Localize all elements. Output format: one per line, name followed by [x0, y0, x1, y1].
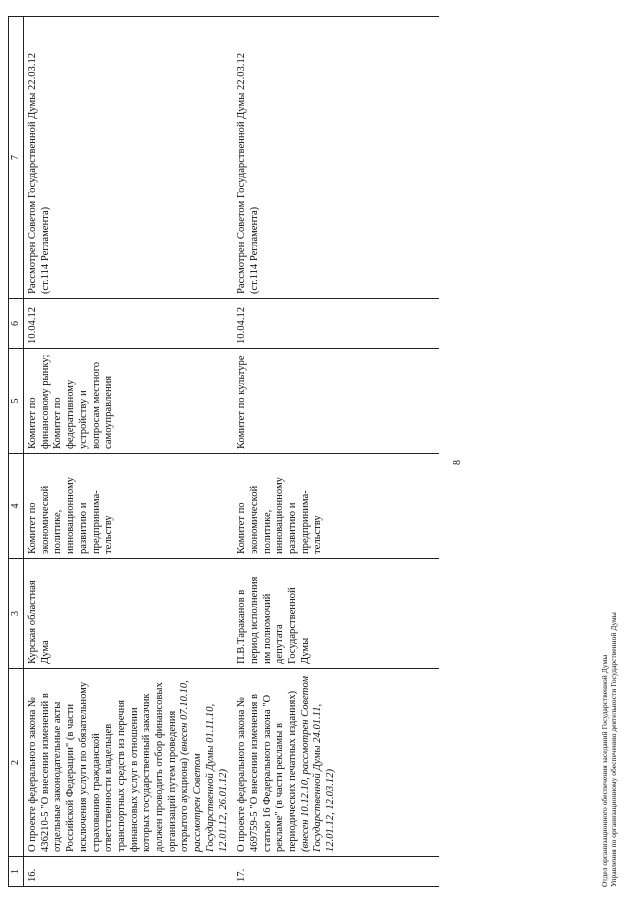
table-row — [233, 17, 439, 887]
footer-line: Отдел организационного обеспечения заседаний Государственной Думы — [600, 654, 609, 887]
bills-table — [8, 16, 439, 887]
committee-cell: Комитет по экономической политике, инновационному развитию и предпринима-тельству — [24, 454, 234, 559]
row-number: 16. — [24, 857, 234, 887]
committee-cell: Комитет по экономической политике, инновационному развитию и предпринима-тельству — [233, 454, 439, 559]
bill-note: (внесен 07.10.10, рассмотрен Советом Государственной Думы 01.11.10, 12.01.12, 26.01.12) — [179, 680, 229, 852]
bill-cell — [233, 669, 439, 857]
col-header: 1 — [9, 857, 24, 887]
page-number: 8 — [452, 460, 463, 465]
col-header: 5 — [9, 349, 24, 454]
table-row — [24, 17, 234, 887]
co-committee-cell: Комитет по культуре — [233, 349, 439, 454]
co-committee-cell: Комитет по финансовому рынку; Комитет по федеративному устройству и вопросам местного самоуправления — [24, 349, 234, 454]
author-cell: П.В.Тараканов в период исполнения им полномочий депутата Государственной Думы — [233, 559, 439, 669]
col-header: 6 — [9, 299, 24, 349]
bill-title: О проекте федерального закона № 436210-5 "О внесении изменений в отдельные законодательные акты Российской Федерации" (в части исключения услуги по обязательному страхованию гражданской ответственности владельцев транспортных средств из перечня финансовых услуг в отношении которых государственный заказчик должен проводить отбор финансовых организаций путем проведения открытого аукциона) — [27, 681, 191, 852]
author-cell: Курская областная Дума — [24, 559, 234, 669]
bill-title: О проекте федерального закона № 469759-5 "О внесении изменения в статью 16 Федерального закона "О рекламе" (в части рекламы в периодических печатных изданиях) — [236, 690, 299, 852]
col-header: 7 — [9, 17, 24, 299]
footer-line: Управления по организационному обеспечению деятельности Государственной Думы — [609, 612, 619, 887]
col-header: 2 — [9, 669, 24, 857]
date-cell: 10.04.12 — [233, 299, 439, 349]
status-cell: Рассмотрен Советом Государственной Думы 22.03.12 (ст.114 Регламента) — [233, 17, 439, 299]
row-number: 17. — [233, 857, 439, 887]
footer — [600, 612, 619, 887]
col-header: 4 — [9, 454, 24, 559]
header-row — [9, 17, 24, 887]
bill-cell — [24, 669, 234, 857]
bill-note: (внесен 10.12.10, рассмотрен Советом Государственной Думы 24.01.11, 12.01.12, 12.03.12) — [299, 676, 337, 852]
date-cell: 10.04.12 — [24, 299, 234, 349]
col-header: 3 — [9, 559, 24, 669]
status-cell: Рассмотрен Советом Государственной Думы 22.03.12 (ст.114 Регламента) — [24, 17, 234, 299]
